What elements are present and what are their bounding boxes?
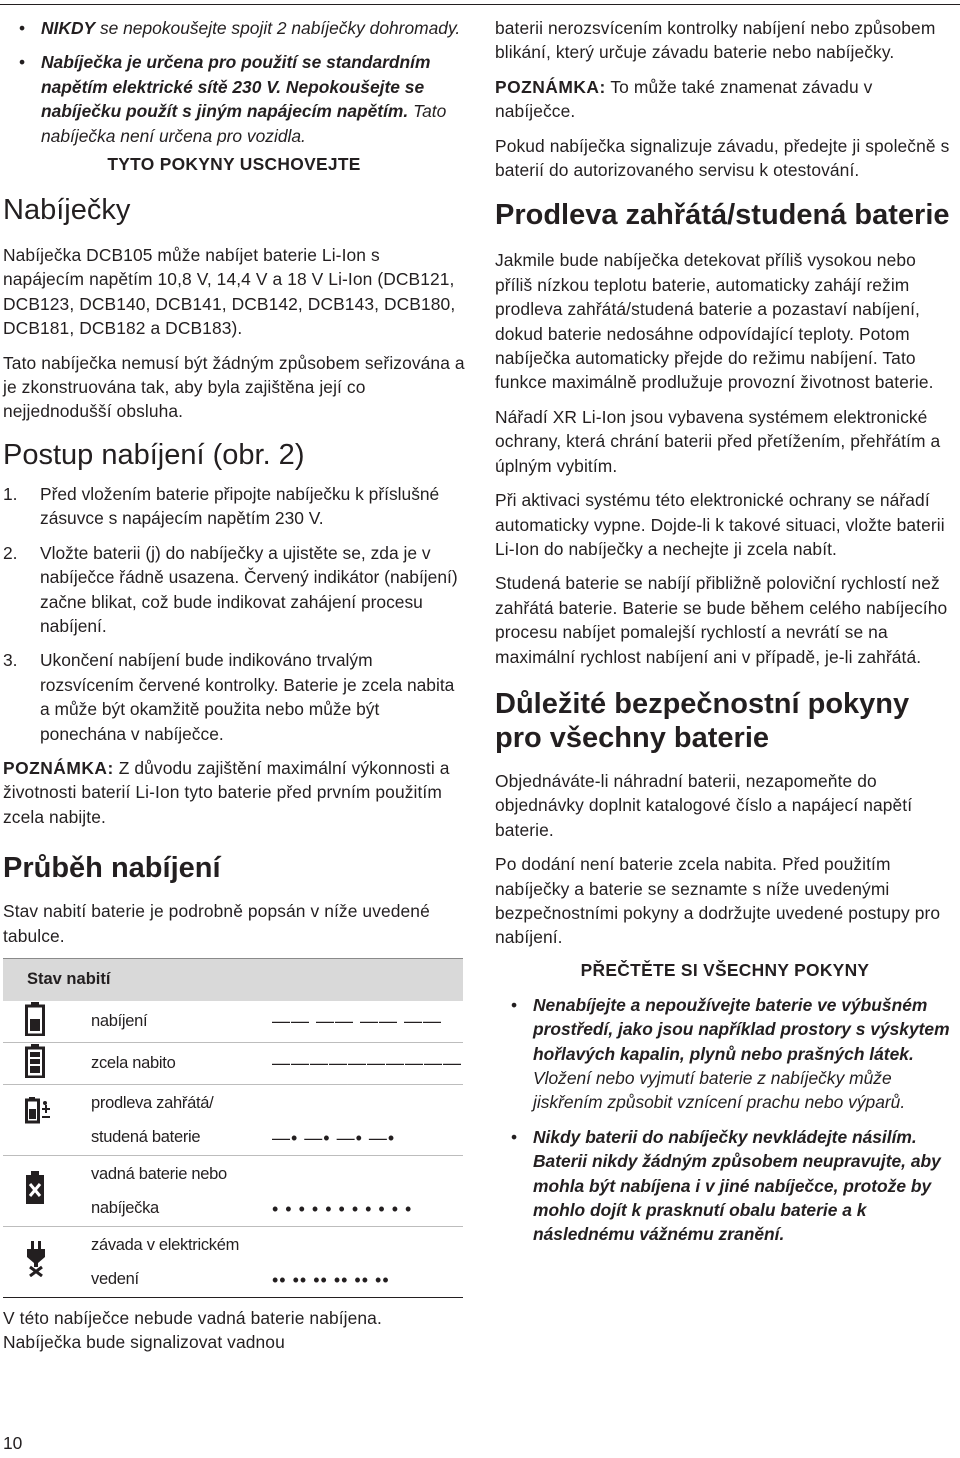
list-item: • Nenabíjejte a nepoužívejte baterie ve výbušném prostředí, jako jsou například prostory s výskytem hořlavých kapalin, plynů nebo prašných látek. Vložení nebo vyjmutí baterie z nabíječky může jiskřením způsobit vznícení prachu nebo výparů. — [495, 993, 955, 1115]
thermometer-battery-icon — [25, 1097, 53, 1137]
section-title-hot-cold-delay: Prodleva zahřátá/studená baterie — [495, 199, 950, 232]
paragraph: Tato nabíječka nemusí být žádným způsobem seřizována a je zkonstruována tak, aby byla zajištěna její co nejjednodušší obsluha. — [3, 352, 465, 422]
table-row: prodleva zahřátá/ studená baterie —• —• —• —• — [3, 1084, 463, 1155]
list-item: 1. Před vložením baterie připojte nabíječku k příslušné zásuvce s napájecím napětím 230 V. — [3, 483, 440, 529]
paragraph: Studená baterie se nabíjí přibližně poloviční rychlostí než zahřátá baterie. Baterie se bude během celého nabíjecího procesu nabíjet pomalejší rychlostí a nevrátí se na maximální rychlost nabíjení ani v případě, je-li zahřátá. — [495, 573, 948, 667]
right-bullet-list — [495, 993, 955, 1247]
paragraph: Nářadí XR Li-Ion jsou vybavena systémem elektronické ochrany, která chrání baterii před přetížením, přehřátím a úplným vybitím. — [495, 406, 941, 476]
paragraph: Po dodání není baterie zcela nabita. Před použitím nabíječky a baterie se seznamte s níže uvedenými bezpečnostními pokyny a dodržujte uvedené postupy pro nabíjení. — [495, 854, 941, 948]
paragraph: V této nabíječce nebude vadná baterie nabíjena. Nabíječka bude signalizovat vadnou — [3, 1307, 382, 1353]
right-column — [495, 16, 955, 1257]
table-header: Stav nabití — [3, 958, 463, 1001]
left-column — [3, 16, 465, 1365]
list-item: 3. Ukončení nabíjení bude indikováno trvalým rozsvícením červené kontrolky. Baterie je zcela nabita a může být okamžitě použita nebo může být ponechána v nabíječce. — [3, 650, 455, 744]
charge-status-table — [3, 958, 463, 1298]
list-item: • Nikdy baterii do nabíječky nevkládejte násilím. Baterii nikdy žádným způsobem neupravujte, aby mohla být nabíjena i v jiné nabíječce, protože by mohlo dojít k prasknutí obalu baterie a k následnému vážnému zranění. — [495, 1125, 955, 1247]
paragraph: Nabíječka DCB105 může nabíjet baterie Li-Ion s napájecím napětím 10,8 V, 14,4 V a 18 V Li-Ion (DCB121, DCB123, DCB140, DCB141, DCB142, DCB143, DCB180, DCB181, DCB182 a DCB183). — [3, 245, 456, 339]
list-item: • Nabíječka je určena pro použití se standardním napětím elektrické sítě 230 V. Nepokoušejte se nabíječku použít s jiným napájecím napětím. Tato nabíječka není určena pro vozidla. — [3, 50, 465, 148]
battery-full-icon — [25, 1044, 45, 1078]
section-title-charging-progress: Průběh nabíjení — [3, 852, 221, 885]
list-item: • NIKDY se nepokoušejte spojit 2 nabíječky dohromady. — [3, 16, 465, 40]
table-row: vadná baterie nebo nabíječka • • • • • • • • • • • — [3, 1155, 463, 1226]
paragraph: Objednáváte-li náhradní baterii, nezapomeňte do objednávky doplnit katalogové číslo a napájecí napětí baterie. — [495, 770, 913, 840]
table-row: závada v elektrickém vedení •• •• •• •• •• •• — [3, 1226, 463, 1297]
paragraph: Jakmile bude nabíječka detekovat příliš vysokou nebo příliš nízkou teplotu baterie, automaticky zahájí režim prodleva zahřátá/studená baterie a pozastaví nabíjení, dokud baterie nedosáhne odpovídající teploty. Potom nabíječka automaticky přejde do režimu nabíjení. Tato funkce maximálně prodlužuje provozní životnost baterie. — [495, 250, 934, 393]
top-rule — [0, 4, 960, 5]
paragraph: Pokud nabíječka signalizuje závadu, předejte ji společně s baterií do autorizovaného servisu k otestování. — [495, 135, 950, 181]
section-title-chargers: Nabíječky — [3, 194, 131, 227]
list-item: 2. Vložte baterii (j) do nabíječky a ujistěte se, zda je v nabíječce řádně usazena. Červený indikátor (nabíjení) začne blikat, což bude indikovat zahájení procesu nabíjení. — [3, 542, 458, 636]
note-paragraph: POZNÁMKA: Z důvodu zajištění maximální výkonnosti a životnosti baterií Li-Ion tyto baterie před prvním použitím zcela nabijte. — [3, 757, 450, 827]
bad-battery-icon — [25, 1171, 45, 1205]
table-row: nabíjení —— —— —— —— — [3, 1001, 463, 1043]
section-title-charging-procedure: Postup nabíjení (obr. 2) — [3, 438, 305, 471]
note-paragraph: POZNÁMKA: To může také znamenat závadu v nabíječce. — [495, 76, 873, 122]
page-number: 10 — [3, 1433, 23, 1453]
left-bullet-list — [3, 16, 465, 148]
paragraph: baterii nerozsvícením kontrolky nabíjení nebo způsobem blikání, který určuje závadu baterie nebo nabíječky. — [495, 18, 936, 63]
section-title-safety: Důležité bezpečnostní pokyny pro všechny baterie — [495, 687, 910, 754]
keep-instructions-heading: TYTO POKYNY USCHOVEJTE — [107, 154, 361, 175]
battery-charging-icon — [25, 1002, 45, 1036]
charging-steps — [3, 482, 465, 746]
power-fault-icon — [25, 1241, 47, 1277]
paragraph: Stav nabití baterie je podrobně popsán v níže uvedené tabulce. — [3, 901, 430, 946]
read-all-instructions-heading: PŘEČTĚTE SI VŠECHNY POKYNY — [580, 959, 870, 980]
table-row: zcela nabito —————————— — [3, 1042, 463, 1084]
paragraph: Při aktivaci systému této elektronické ochrany se nářadí automaticky vypne. Dojde-li k takové situaci, vložte baterii Li-Ion do nabíječky a nechejte ji zcela nabít. — [495, 490, 945, 559]
